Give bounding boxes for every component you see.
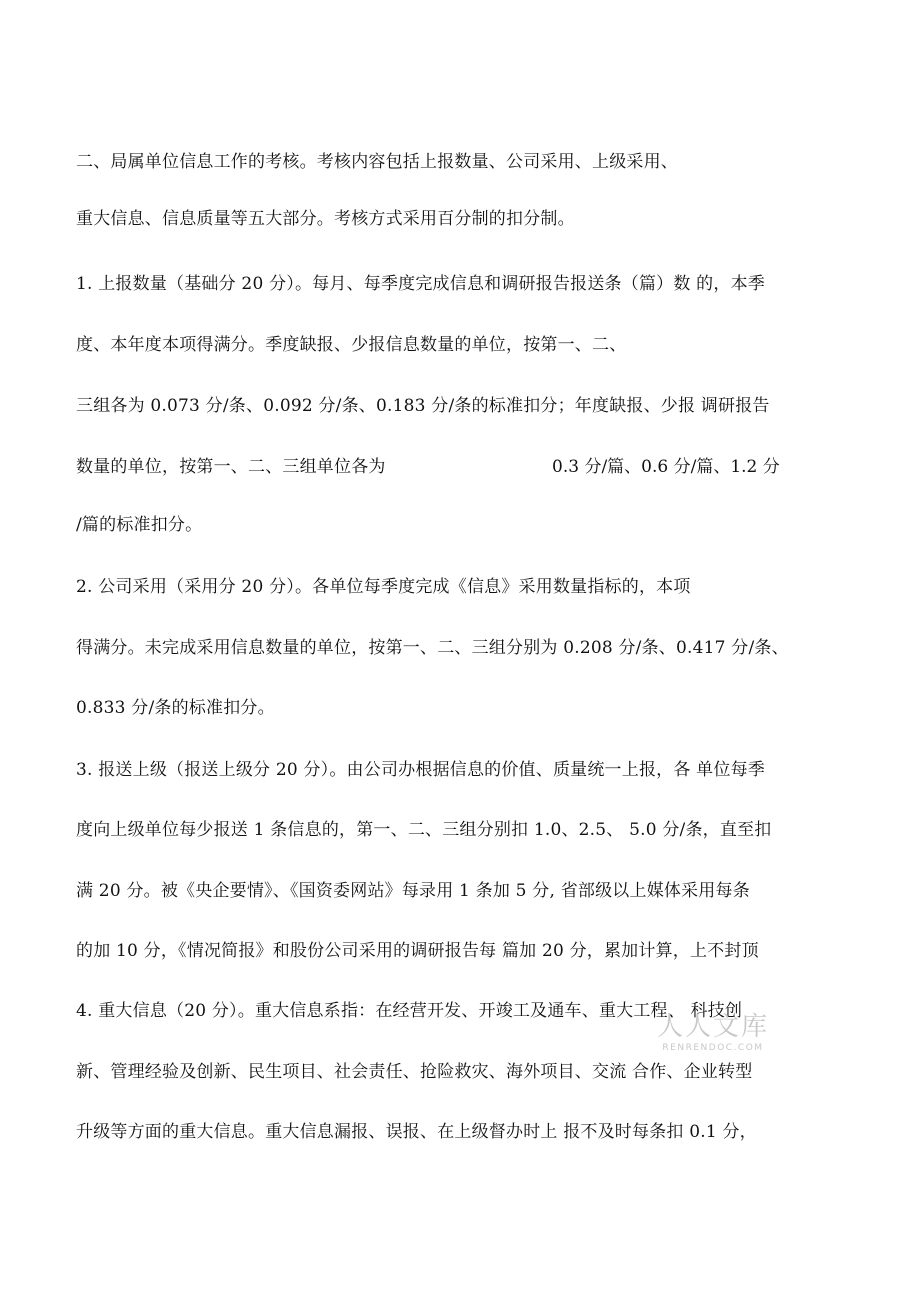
watermark-subtitle: RENRENDOC.COM xyxy=(662,1043,764,1053)
paragraph-line: 1. 上报数量（基础分 20 分）。每月、每季度完成信息和调研报告报送条（篇）数 的，本季 xyxy=(76,274,765,294)
paragraph-line: 满 20 分。被《央企要情》、《国资委网站》每录用 1 条加 5 分, 省部级以上媒体采用每条 xyxy=(76,881,750,901)
paragraph-line: 2. 公司采用（采用分 20 分）。各单位每季度完成《信息》采用数量指标的，本项 xyxy=(76,577,691,597)
paragraph-line: 三组各为 0.073 分/条、0.092 分/条、0.183 分/条的标准扣分；年度缺报、少报 调研报告 xyxy=(76,396,770,416)
paragraph-line: 0.833 分/条的标准扣分。 xyxy=(76,698,275,718)
paragraph-line: 4. 重大信息（20 分）。重大信息系指：在经营开发、开竣工及通车、重大工程、 科技创 xyxy=(76,1001,743,1021)
paragraph-line-tail: 0.3 分/篇、0.6 分/篇、1.2 分 xyxy=(552,457,780,477)
paragraph-line: 数量的单位，按第一、二、三组单位各为 xyxy=(76,457,386,477)
paragraph-line: 重大信息、信息质量等五大部分。考核方式采用百分制的扣分制。 xyxy=(76,209,575,229)
paragraph-line: 3. 报送上级（报送上级分 20 分）。由公司办根据信息的价值、质量统一上报，各 单位每季 xyxy=(76,760,765,780)
watermark-title: 人人文库 xyxy=(656,1012,769,1042)
paragraph-line: 新、管理经验及创新、民生项目、社会责任、抢险救灾、海外项目、交流 合作、企业转型 xyxy=(76,1062,753,1082)
paragraph-line: 度、本年度本项得满分。季度缺报、少报信息数量的单位，按第一、二、 xyxy=(76,335,627,355)
paragraph-line: 二、局属单位信息工作的考核。考核内容包括上报数量、公司采用、上级采用、 xyxy=(76,152,678,172)
paragraph-line: 得满分。未完成采用信息数量的单位，按第一、二、三组分别为 0.208 分/条、0.417 分/条、 xyxy=(76,638,789,658)
paragraph-line: /篇的标准扣分。 xyxy=(76,515,203,535)
paragraph-line: 的加 10 分，《情况简报》和股份公司采用的调研报告每 篇加 20 分，累加计算，上不封顶 xyxy=(76,941,759,961)
paragraph-line: 升级等方面的重大信息。重大信息漏报、误报、在上级督办时上 报不及时每条扣 0.1 分， xyxy=(76,1122,757,1142)
paragraph-line: 度向上级单位每少报送 1 条信息的，第一、二、三组分别扣 1.0、2.5、 5.0 分/条，直至扣 xyxy=(76,820,772,840)
